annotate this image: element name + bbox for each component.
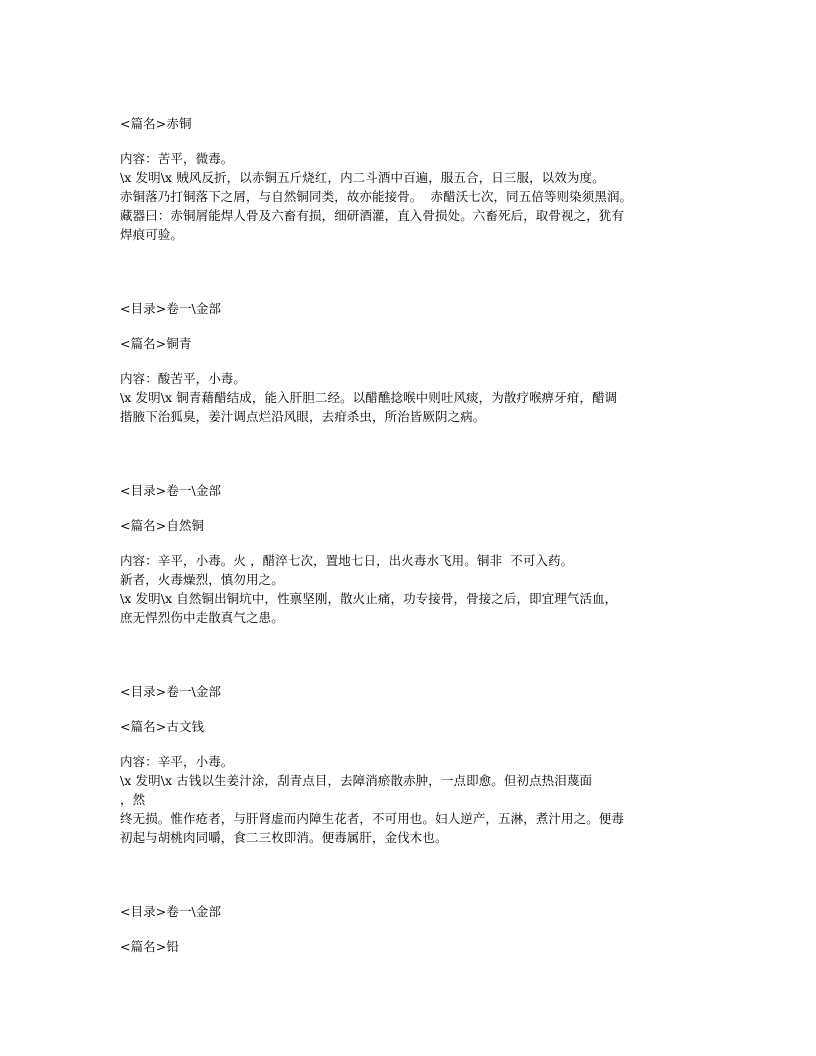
content-line: \x 发明\x 铜青藉醋结成，能入肝胆二经。以醋醮捻喉中则吐风痰，为散疗喉痹牙疳，醋调: [120, 390, 618, 405]
content-line: \x 发明\x 自然铜出铜坑中，性禀坚刚，散火止痛，功专接骨，骨接之后，即宜理气活血，: [120, 591, 618, 606]
content-line: 焊痕可验。: [120, 227, 184, 242]
spacer: [120, 318, 686, 334]
content-line: 揩腋下治狐臭，姜汁调点烂沿风眼，去疳杀虫，所治皆厥阴之病。: [120, 409, 486, 424]
catalog-line: <目录>卷一\金部: [120, 301, 222, 316]
spacer: [120, 701, 686, 717]
section-title: <篇名>铜青: [120, 336, 192, 351]
catalog-line: <目录>卷一\金部: [120, 904, 222, 919]
content-line: 庶无悍烈伤中走散真气之患。: [120, 610, 284, 625]
section-title: <篇名>赤铜: [120, 116, 192, 131]
spacer: [120, 736, 686, 752]
spacer: [120, 244, 686, 299]
content-line: 初起与胡桃肉同嚼，食二三枚即消。便毒属肝，金伐木也。: [120, 830, 448, 845]
section-title: <篇名>自然铜: [120, 518, 205, 533]
spacer: [120, 133, 686, 149]
spacer: [120, 500, 686, 516]
spacer: [120, 627, 686, 682]
spacer: [120, 847, 686, 902]
spacer: [120, 353, 686, 369]
spacer: [120, 535, 686, 551]
content-line: \x 发明\x 古钱以生姜汁涂，刮青点目，去障消瘀散赤肿，一点即愈。但初点热泪蔑面: [120, 773, 593, 788]
spacer: [120, 921, 686, 937]
content-line: 内容：苦平，微毒。: [120, 151, 234, 166]
content-line: ，然: [120, 792, 146, 807]
catalog-line: <目录>卷一\金部: [120, 684, 222, 699]
content-line: 内容：辛平，小毒。: [120, 754, 234, 769]
content-line: 藏器曰：赤铜屑能焊人骨及六畜有损，细研酒灌，直入骨损处。六畜死后，取骨视之，犹有: [120, 208, 625, 223]
content-line: 终无损。惟作疮者，与肝肾虚而内障生花者，不可用也。妇人逆产，五淋，煮汁用之。便毒: [120, 811, 625, 826]
content-line: 内容：辛平，小毒。火 ，醋淬七次，置地七日，出火毒水飞用。铜非 不可入药。: [120, 553, 574, 568]
catalog-line: <目录>卷一\金部: [120, 483, 222, 498]
content-line: 赤铜落乃打铜落下之屑，与自然铜同类，故亦能接骨。 赤醋沃七次，同五倍等则染须黑润。: [120, 189, 633, 204]
content-line: 新者，火毒燥烈，慎勿用之。: [120, 572, 284, 587]
content-line: \x 发明\x 贼风反折，以赤铜五斤烧红，内二斗酒中百遍，服五合，日三服，以效为度。: [120, 170, 605, 185]
section-title: <篇名>古文钱: [120, 719, 205, 734]
content-line: 内容：酸苦平，小毒。: [120, 371, 247, 386]
spacer: [120, 426, 686, 481]
section-title: <篇名>铅: [120, 939, 179, 954]
document-page: [120, 114, 686, 956]
